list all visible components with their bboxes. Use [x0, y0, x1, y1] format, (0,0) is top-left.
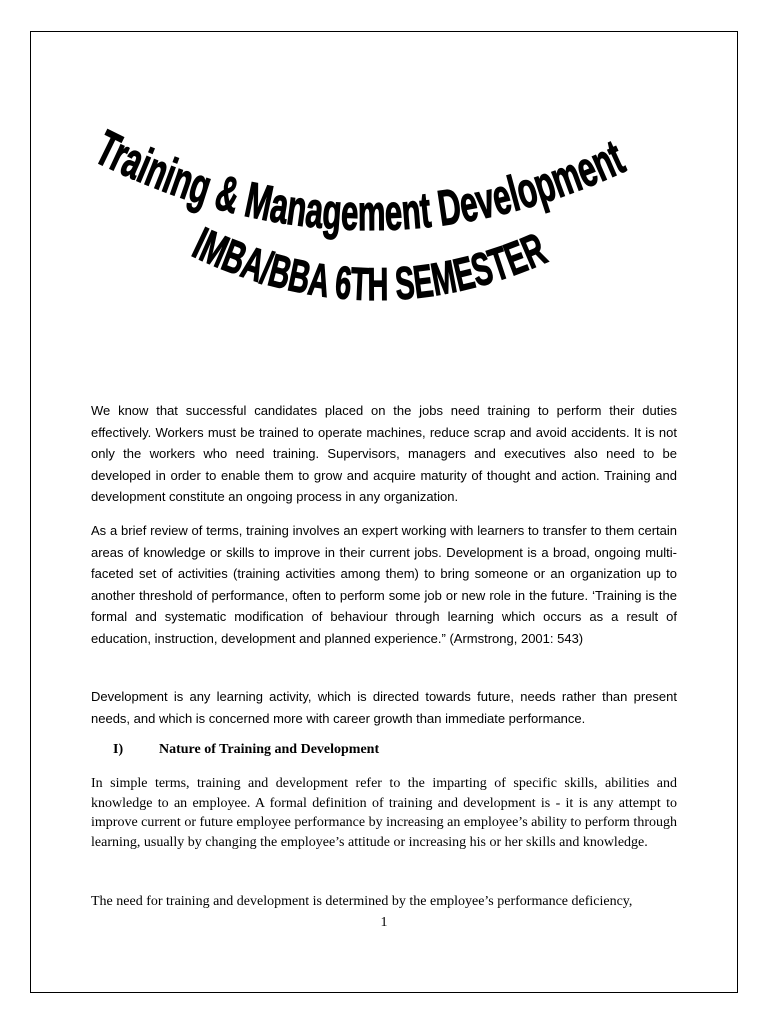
- section-number: I): [113, 742, 124, 757]
- paragraph-nature: In simple terms, training and development refer to the imparting of specific skills, abilities and knowledge to an employee. A formal definition of training and development is - it is any attempt to improve current or future employee performance by increasing an employee’s ability to perform through learning, usually by changing the employee’s attitude or increasing his or her skills and knowledge.: [91, 776, 677, 851]
- title-line2: IMBA/BBA 6TH SEMESTER: [185, 217, 565, 311]
- paragraph-review-of-terms: As a brief review of terms, training involves an expert working with learners to transfer to them certain areas of knowledge or skills to improve in their current jobs. Development is a broad, ongoing multi-faceted set of activities (training activities among them) to bring someone or an organization up to another threshold of performance, often to perform some job or new role in the future. ‘Training is the formal and systematic modification of behaviour through learning which occurs as a result of education, instruction, development and planned experience.” (Armstrong, 2001: 543): [91, 523, 677, 646]
- page-number: 1: [380, 915, 388, 930]
- title-line1: Training & Management Development: [87, 119, 638, 242]
- paragraph-intro: We know that successful candidates placed on the jobs need training to perform their duties effectively. Workers must be trained to operate machines, reduce scrap and avoid accidents. It is not only the workers who need training. Supervisors, managers and executives also need to be developed in order to enable them to grow and acquire maturity of thought and action. Training and development constitute an ongoing process in any organization.: [91, 403, 677, 505]
- section-title: Nature of Training and Development: [159, 742, 380, 757]
- section-heading: [113, 742, 379, 758]
- paragraph-development-definition: Development is any learning activity, which is directed towards future, needs rather than present needs, and which is concerned more with career growth than immediate performance.: [91, 689, 677, 726]
- wordart-title: [0, 0, 768, 360]
- paragraph-need: The need for training and development is determined by the employee’s performance deficiency,: [91, 894, 633, 909]
